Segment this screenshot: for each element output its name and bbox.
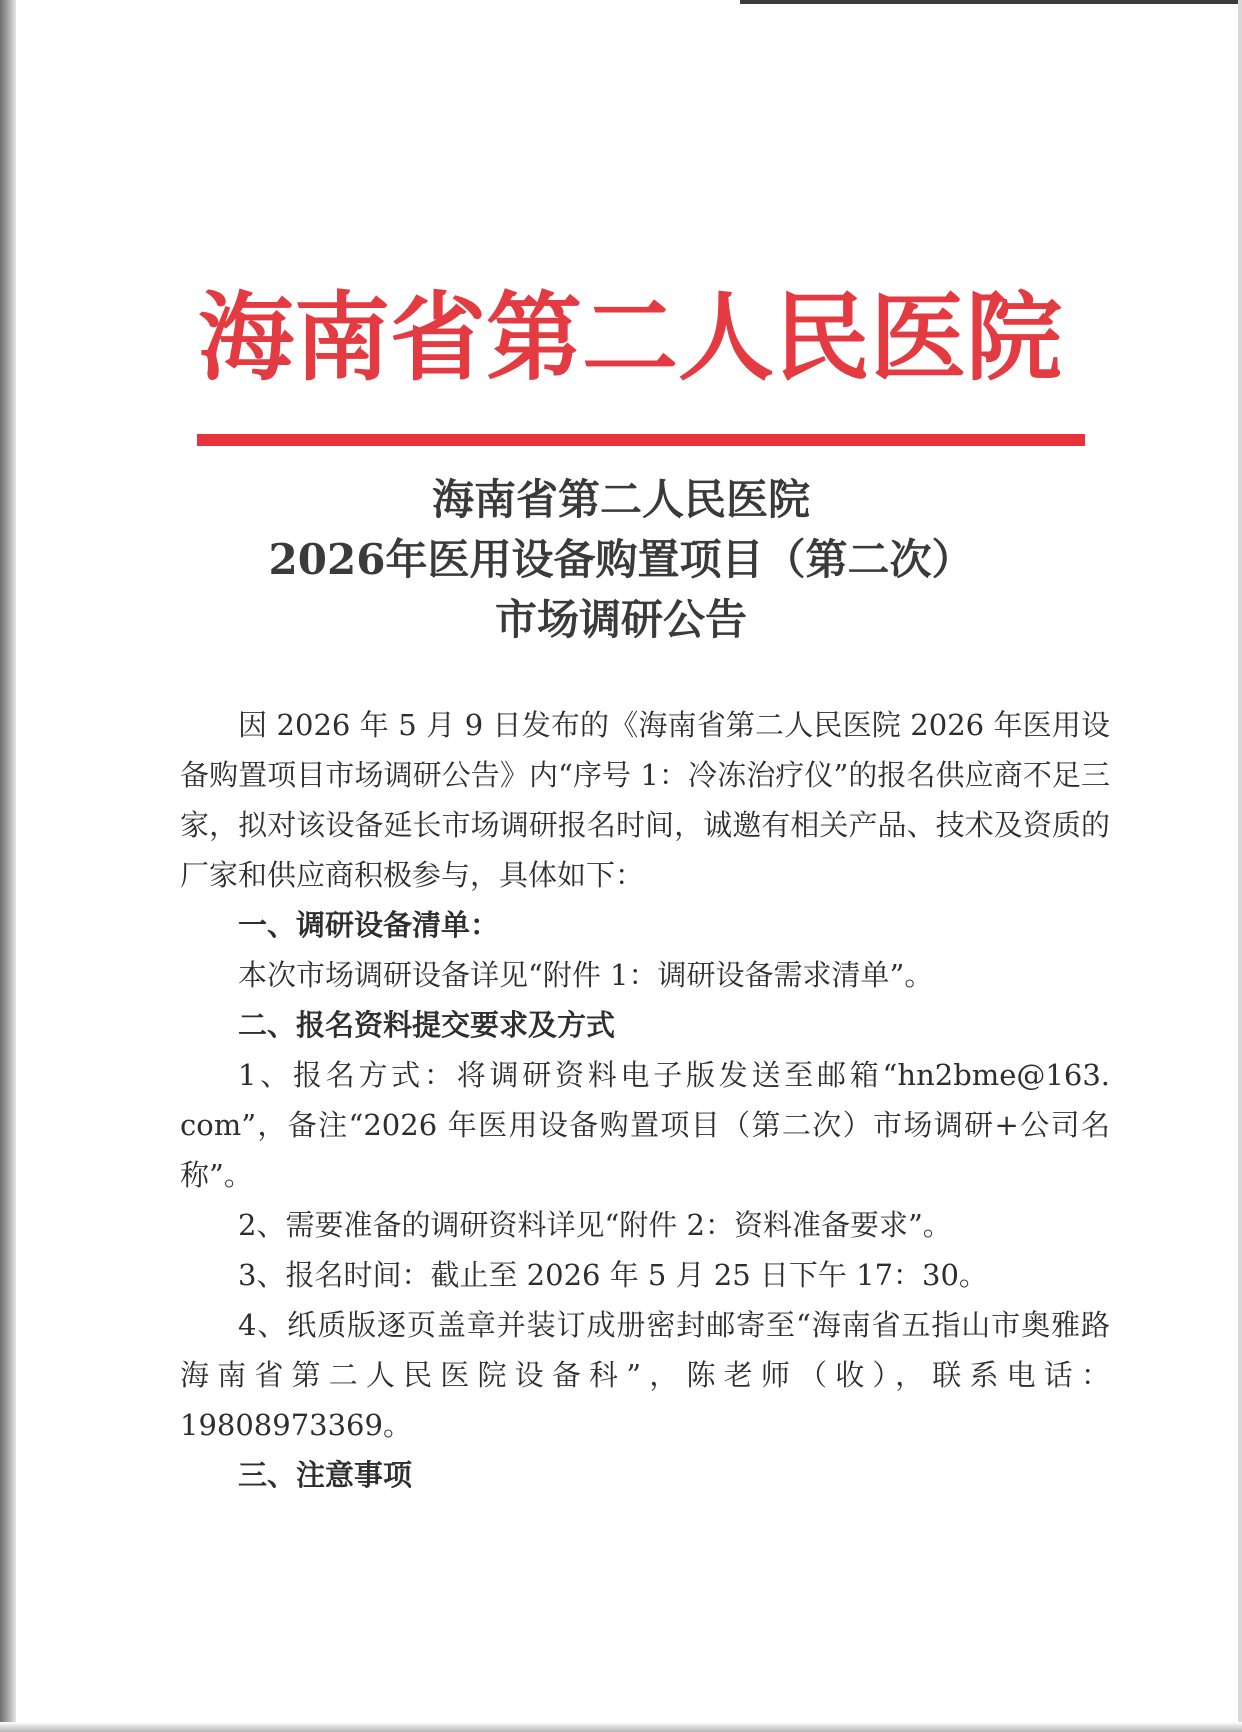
scan-edge-bottom bbox=[0, 1722, 1242, 1732]
title-line-2: 2026年医用设备购置项目（第二次） bbox=[268, 535, 974, 584]
letterhead-red-rule bbox=[197, 434, 1085, 446]
title-line-1: 海南省第二人民医院 bbox=[431, 475, 810, 524]
document-title bbox=[160, 470, 1082, 650]
scan-edge-top bbox=[740, 0, 1242, 4]
section-2-item-3: 3、报名时间：截止至 2026 年 5 月 25 日下午 17：30。 bbox=[238, 1258, 988, 1292]
title-line-3: 市场调研公告 bbox=[494, 595, 747, 644]
section-2-item-4: 4、纸质版逐页盖章并装订成册密封邮寄至“海南省五指山市奥雅路海南省第二人民医院设备科”，陈老师（收），联系电话：19808973369。 bbox=[180, 1308, 1110, 1442]
document-body bbox=[180, 700, 1110, 1500]
section-3-heading: 三、注意事项 bbox=[238, 1458, 413, 1492]
section-2-item-1: 1、报名方式：将调研资料电子版发送至邮箱“hn2bme@163. com”，备注“2026 年医用设备购置项目（第二次）市场调研+公司名称”。 bbox=[180, 1058, 1110, 1192]
scan-edge-right bbox=[1238, 0, 1242, 1732]
section-1-heading: 一、调研设备清单： bbox=[238, 908, 500, 942]
section-1-text: 本次市场调研设备详见“附件 1：调研设备需求清单”。 bbox=[238, 958, 934, 992]
section-2-item-2: 2、需要准备的调研资料详见“附件 2：资料准备要求”。 bbox=[238, 1208, 952, 1242]
intro-paragraph: 因 2026 年 5 月 9 日发布的《海南省第二人民医院 2026 年医用设备购置项目市场调研公告》内“序号 1：冷冻治疗仪”的报名供应商不足三家，拟对该设备延长市场调研报名时间，诚邀有相关产品、技术及资质的厂家和供应商积极参与，具体如下： bbox=[180, 708, 1110, 892]
section-2-heading: 二、报名资料提交要求及方式 bbox=[238, 1008, 616, 1042]
letterhead-org-name: 海南省第二人民医院 bbox=[198, 282, 1062, 394]
scan-edge-left bbox=[0, 0, 16, 1732]
